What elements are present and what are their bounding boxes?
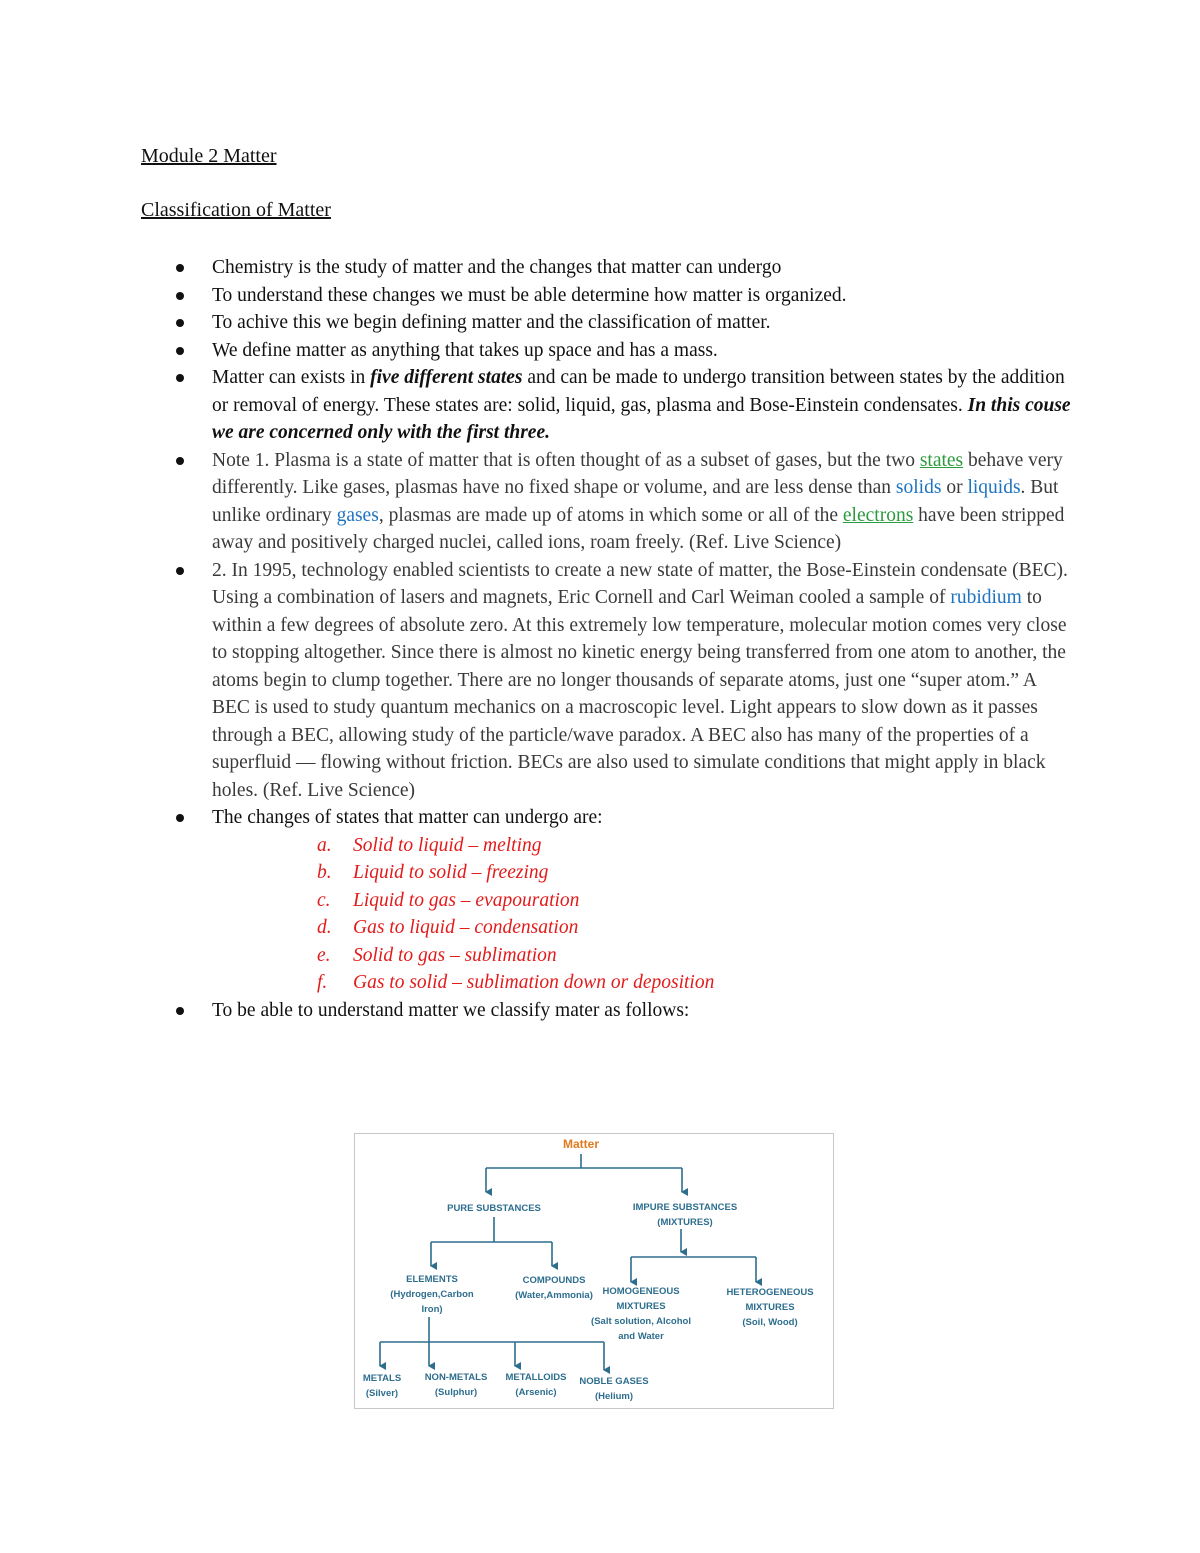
elements-label: ELEMENTS xyxy=(406,1274,458,1285)
link-states[interactable]: states xyxy=(919,449,964,471)
heterogeneous-label: HETEROGENEOUS xyxy=(726,1287,814,1298)
link-liquids[interactable]: liquids xyxy=(967,477,1021,498)
compounds-label: COMPOUNDS xyxy=(522,1275,586,1286)
bullet-list xyxy=(141,254,1071,1024)
section-heading: Classification of Matter xyxy=(141,199,331,221)
list-item: f. Gas to solid – sublimation down or deposition xyxy=(317,972,715,993)
heterogeneous-sublabel: MIXTURES xyxy=(745,1302,795,1313)
pure-substances-label: PURE SUBSTANCES xyxy=(447,1203,541,1214)
link-solids[interactable]: solids xyxy=(895,477,942,498)
state-changes-list xyxy=(317,832,1071,997)
root-label: Matter xyxy=(562,1137,600,1151)
elements-example: (Hydrogen,Carbon xyxy=(390,1289,474,1300)
list-item: Chemistry is the study of matter and the changes that matter can undergo xyxy=(141,254,1071,282)
metalloids-example: (Arsenic) xyxy=(515,1387,557,1398)
compounds-example: (Water,Ammonia) xyxy=(515,1290,593,1301)
noble-gases-label: NOBLE GASES xyxy=(579,1376,649,1387)
list-item: We define matter as anything that takes up space and has a mass. xyxy=(141,337,1071,365)
link-electrons[interactable]: electrons xyxy=(842,504,914,526)
noble-gases-example: (Helium) xyxy=(595,1391,633,1402)
list-item: c. Liquid to gas – evapouration xyxy=(317,889,580,911)
list-item: 2. In 1995, technology enabled scientists to create a new state of matter, the Bose-Einstein condensate (BEC). Using a combination of lasers and magnets, Eric Cornell and Carl Weiman cooled a sample of rubidium to within a few degrees of absolute zero. At this extremely low temperature, molecular motion comes very close to stopping altogether. Since there is almost no kinetic energy being transferred from one atom to another, the atoms begin to clump together. There are no longer thousands of separate atoms, just one “super atom.” A BEC is used to study quantum mechanics on a macroscopic level. Light appears to slow down as it passes through a BEC, allowing study of the particle/wave paradox. A BEC also has many of the properties of a superfluid — flowing without friction. BECs are also used to simulate conditions that might apply in black holes. (Ref. Live Science) xyxy=(141,557,1071,805)
list-item: To achive this we begin defining matter and the classification of matter. xyxy=(141,309,1071,337)
homogeneous-label: HOMOGENEOUS xyxy=(602,1286,680,1297)
page-title: Module 2 Matter xyxy=(141,145,277,167)
list-item: b. Liquid to solid – freezing xyxy=(317,862,549,883)
emphasis-text: In this couse we are concerned only with the first three. xyxy=(212,394,1071,443)
impure-substances-sublabel: (MIXTURES) xyxy=(657,1217,713,1228)
elements-example-2: Iron) xyxy=(421,1304,443,1315)
metals-example: (Silver) xyxy=(365,1388,399,1399)
list-item: Note 1. Plasma is a state of matter that is often thought of as a subset of gases, but the two states behave very differently. Like gases, plasmas have no fixed shape or volume, and are less dense than solids or liquids. But unlike ordinary gases, plasmas are made up of atoms in which some or all of the electrons have been stripped away and positively charged nuclei, called ions, roam freely. (Ref. Live Science) xyxy=(141,447,1071,557)
list-item: Matter can exists in five different states and can be made to undergo transition between states by the addition or removal of energy. These states are: solid, liquid, gas, plasma and Bose-Einstein condensates. In this couse we are concerned only with the first three. xyxy=(141,364,1071,447)
list-item: e. Solid to gas – sublimation xyxy=(317,944,557,966)
homogeneous-example-2: and Water xyxy=(618,1331,664,1342)
non-metals-example: (Sulphur) xyxy=(434,1387,478,1398)
matter-classification-diagram xyxy=(354,1133,834,1409)
link-rubidium[interactable]: rubidium xyxy=(950,587,1022,608)
link-gases[interactable]: gases xyxy=(336,504,379,526)
emphasis-text: five different states xyxy=(370,367,523,388)
metalloids-label: METALLOIDS xyxy=(505,1372,567,1383)
impure-substances-label: IMPURE SUBSTANCES xyxy=(632,1202,738,1213)
list-item: To be able to understand matter we classify mater as follows: xyxy=(141,997,1071,1025)
non-metals-label: NON-METALS xyxy=(424,1372,488,1383)
list-item: d. Gas to liquid – condensation xyxy=(317,917,579,938)
homogeneous-sublabel: MIXTURES xyxy=(616,1301,666,1312)
homogeneous-example: (Salt solution, Alcohol xyxy=(591,1316,691,1327)
connector-lines xyxy=(380,1154,756,1370)
list-item: To understand these changes we must be able determine how matter is organized. xyxy=(141,282,1071,310)
list-item: The changes of states that matter can undergo are: a. Solid to liquid – melting b. Liquid to solid – freezing c. Liquid to gas – evapouration d. Gas to liquid – condensation e. Solid to gas – sublimation f. Gas to solid – sublimation down or deposition xyxy=(141,804,1071,997)
metals-label: METALS xyxy=(362,1373,402,1384)
list-item: a. Solid to liquid – melting xyxy=(317,834,542,856)
heterogeneous-example: (Soil, Wood) xyxy=(742,1317,798,1328)
diagram-canvas xyxy=(355,1134,832,1407)
